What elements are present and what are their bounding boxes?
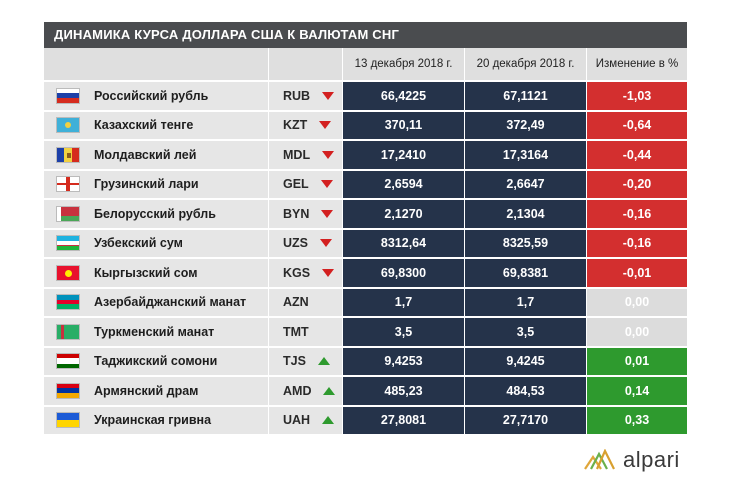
table-body <box>44 82 687 436</box>
currency-code-cell <box>268 377 342 405</box>
currency-code: AMD <box>283 383 312 398</box>
currency-name: Таджикский сомони <box>92 348 268 376</box>
header-code <box>268 48 342 80</box>
flag-cell <box>44 141 92 169</box>
header-date-1: 13 декабря 2018 г. <box>342 48 464 80</box>
trend-up-icon <box>318 357 330 365</box>
flag-cell <box>44 289 92 317</box>
ukraine-flag-icon <box>56 412 80 428</box>
currency-code-cell <box>268 289 342 317</box>
rate-dec-13: 69,8300 <box>342 259 464 287</box>
table-row <box>44 82 687 112</box>
currency-name: Узбекский сум <box>92 230 268 258</box>
currency-name: Белорусский рубль <box>92 200 268 228</box>
header-flag <box>44 48 92 80</box>
flag-cell <box>44 230 92 258</box>
currency-name: Молдавский лей <box>92 141 268 169</box>
table-row <box>44 377 687 407</box>
rate-dec-13: 370,11 <box>342 112 464 140</box>
rate-dec-20: 8325,59 <box>464 230 586 258</box>
currency-code-cell <box>268 200 342 228</box>
flag-cell <box>44 171 92 199</box>
belarus-flag-icon <box>56 206 80 222</box>
currency-name: Кыргызский сом <box>92 259 268 287</box>
change-percent: 0,00 <box>586 289 687 317</box>
table-row <box>44 348 687 378</box>
flag-cell <box>44 82 92 110</box>
currency-name: Туркменский манат <box>92 318 268 346</box>
currency-code-cell <box>268 259 342 287</box>
trend-down-icon <box>321 180 333 188</box>
currency-code: MDL <box>283 147 311 162</box>
header-date-2: 20 декабря 2018 г. <box>464 48 586 80</box>
table-row <box>44 318 687 348</box>
flag-cell <box>44 259 92 287</box>
currency-code: KGS <box>283 265 311 280</box>
azerbaijan-flag-icon <box>56 294 80 310</box>
trend-down-icon <box>322 269 334 277</box>
change-percent: -0,01 <box>586 259 687 287</box>
flag-cell <box>44 318 92 346</box>
currency-code-cell <box>268 112 342 140</box>
currency-code: UAH <box>283 413 311 428</box>
currency-code: RUB <box>283 88 311 103</box>
tajikistan-flag-icon <box>56 353 80 369</box>
header-change: Изменение в % <box>586 48 687 80</box>
flag-cell <box>44 112 92 140</box>
trend-up-icon <box>322 416 334 424</box>
currency-name: Казахский тенге <box>92 112 268 140</box>
rate-dec-20: 67,1121 <box>464 82 586 110</box>
trend-down-icon <box>320 239 332 247</box>
turkmenistan-flag-icon <box>56 324 80 340</box>
russia-flag-icon <box>56 88 80 104</box>
change-percent: -1,03 <box>586 82 687 110</box>
rate-dec-20: 484,53 <box>464 377 586 405</box>
table-header <box>44 48 687 82</box>
change-percent: -0,64 <box>586 112 687 140</box>
table-title: ДИНАМИКА КУРСА ДОЛЛАРА США К ВАЛЮТАМ СНГ <box>44 22 687 48</box>
rate-dec-13: 9,4253 <box>342 348 464 376</box>
rate-dec-13: 8312,64 <box>342 230 464 258</box>
currency-code: GEL <box>283 177 309 192</box>
georgia-flag-icon <box>56 176 80 192</box>
table-row <box>44 200 687 230</box>
rate-dec-13: 17,2410 <box>342 141 464 169</box>
currency-table <box>44 22 687 436</box>
logo-text: alpari <box>623 447 680 472</box>
change-percent: -0,44 <box>586 141 687 169</box>
rate-dec-20: 27,7170 <box>464 407 586 435</box>
rate-dec-20: 17,3164 <box>464 141 586 169</box>
currency-name: Украинская гривна <box>92 407 268 435</box>
rate-dec-13: 485,23 <box>342 377 464 405</box>
kazakhstan-flag-icon <box>56 117 80 133</box>
change-percent: 0,33 <box>586 407 687 435</box>
currency-code: TJS <box>283 354 306 369</box>
rate-dec-13: 27,8081 <box>342 407 464 435</box>
moldova-flag-icon <box>56 147 80 163</box>
table-row <box>44 230 687 260</box>
rate-dec-20: 69,8381 <box>464 259 586 287</box>
table-row <box>44 259 687 289</box>
change-percent: 0,01 <box>586 348 687 376</box>
flag-cell <box>44 348 92 376</box>
flag-cell <box>44 377 92 405</box>
trend-down-icon <box>321 210 333 218</box>
trend-down-icon <box>322 151 334 159</box>
armenia-flag-icon <box>56 383 80 399</box>
currency-code: TMT <box>283 324 309 339</box>
currency-code: AZN <box>283 295 309 310</box>
rate-dec-13: 2,6594 <box>342 171 464 199</box>
rate-dec-13: 66,4225 <box>342 82 464 110</box>
rate-dec-13: 2,1270 <box>342 200 464 228</box>
rate-dec-20: 9,4245 <box>464 348 586 376</box>
currency-code-cell <box>268 82 342 110</box>
rate-dec-20: 1,7 <box>464 289 586 317</box>
currency-code-cell <box>268 407 342 435</box>
currency-code: UZS <box>283 236 308 251</box>
currency-code-cell <box>268 318 342 346</box>
table-row <box>44 171 687 201</box>
rate-dec-20: 2,1304 <box>464 200 586 228</box>
alpari-logo <box>584 447 680 473</box>
header-name <box>92 48 268 80</box>
currency-code-cell <box>268 230 342 258</box>
rate-dec-13: 3,5 <box>342 318 464 346</box>
trend-up-icon <box>323 387 335 395</box>
table-row <box>44 112 687 142</box>
change-percent: 0,00 <box>586 318 687 346</box>
table-row <box>44 141 687 171</box>
currency-name: Армянский драм <box>92 377 268 405</box>
change-percent: 0,14 <box>586 377 687 405</box>
currency-name: Российский рубль <box>92 82 268 110</box>
uzbekistan-flag-icon <box>56 235 80 251</box>
change-percent: -0,16 <box>586 230 687 258</box>
currency-code-cell <box>268 141 342 169</box>
currency-code: BYN <box>283 206 310 221</box>
kyrgyzstan-flag-icon <box>56 265 80 281</box>
trend-down-icon <box>319 121 331 129</box>
currency-name: Грузинский лари <box>92 171 268 199</box>
rate-dec-13: 1,7 <box>342 289 464 317</box>
flag-cell <box>44 200 92 228</box>
change-percent: -0,20 <box>586 171 687 199</box>
table-row <box>44 407 687 437</box>
rate-dec-20: 372,49 <box>464 112 586 140</box>
currency-code-cell <box>268 171 342 199</box>
table-row <box>44 289 687 319</box>
currency-name: Азербайджанский манат <box>92 289 268 317</box>
alpari-logo-icon <box>584 449 618 471</box>
currency-code: KZT <box>283 118 308 133</box>
flag-cell <box>44 407 92 435</box>
rate-dec-20: 2,6647 <box>464 171 586 199</box>
rate-dec-20: 3,5 <box>464 318 586 346</box>
change-percent: -0,16 <box>586 200 687 228</box>
currency-code-cell <box>268 348 342 376</box>
trend-down-icon <box>322 92 334 100</box>
